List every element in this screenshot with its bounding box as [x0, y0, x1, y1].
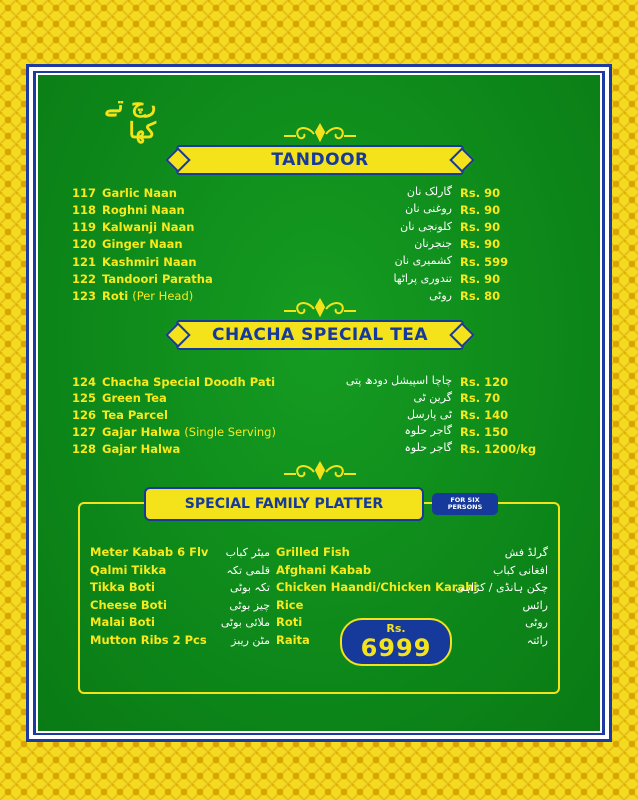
item-price: Rs. 1200/kg: [460, 441, 537, 456]
item-number: 118: [71, 202, 96, 217]
platter-item-name: Roti: [276, 615, 303, 630]
item-name-text: Green Tea: [102, 391, 167, 406]
item-urdu-name: گارلک نان: [406, 185, 452, 198]
item-urdu-name: گاجر حلوہ: [404, 441, 452, 455]
price-amount: 6999: [360, 634, 432, 662]
section-title-tandoor: TANDOOR: [176, 145, 464, 175]
platter-item-name: Chicken Haandi/Chicken Karahi: [276, 580, 478, 595]
item-name-text: Chacha Special Doodh Pati: [102, 374, 276, 389]
platter-item-urdu: رائتہ: [526, 634, 548, 647]
platter-item-urdu: گرلڈ فش: [504, 546, 548, 559]
item-name-text: Garlic Naan: [102, 185, 177, 200]
platter-item-name: Tikka Boti: [90, 580, 155, 595]
platter-item-name: Mutton Ribs 2 Pcs: [90, 633, 207, 647]
platter-item-name: Raita: [276, 633, 310, 647]
platter-item-urdu: روٹی: [525, 616, 548, 630]
item-name-text: Gajar Halwa: [102, 441, 181, 456]
item-name-text: Tandoori Paratha: [102, 272, 213, 286]
section-title-platter: SPECIAL FAMILY PLATTER: [144, 487, 424, 521]
platter-item-urdu: چیز بوٹی: [229, 598, 270, 612]
item-price: Rs. 599: [460, 254, 509, 269]
item-number: 120: [71, 237, 96, 252]
item-name-text: Kashmiri Naan: [102, 254, 197, 269]
platter-item-name: Rice: [276, 597, 304, 612]
platter-item-urdu: تکہ بوٹی: [229, 581, 270, 595]
item-urdu-name: جنجرنان: [414, 236, 452, 250]
platter-item-name: Qalmi Tikka: [90, 562, 167, 577]
badge-line-2: PERSONS: [447, 503, 483, 511]
item-number: 128: [71, 441, 96, 456]
item-price: Rs. 90: [460, 272, 501, 286]
item-name-text: Tea Parcel: [102, 408, 168, 423]
item-price: Rs. 80: [460, 289, 501, 304]
item-name-text: Gajar Halwa: [102, 424, 185, 439]
item-urdu-name: گرین ٹی: [413, 390, 452, 404]
item-urdu-name: ٹی پارسل: [407, 407, 452, 421]
platter-item-urdu: میٹر کباب: [225, 546, 270, 559]
item-price: Rs. 90: [460, 202, 501, 217]
item-urdu-name: روغنی نان: [405, 202, 452, 216]
platter-item-name: Cheese Boti: [90, 597, 167, 612]
item-price: Rs. 140: [460, 408, 509, 423]
item-name-text: Kalwanji Naan: [102, 220, 195, 235]
platter-item-name: Malai Boti: [90, 615, 155, 630]
item-price: Rs. 120: [460, 374, 509, 389]
platter-item-urdu: رائس: [522, 598, 548, 612]
price-prefix: Rs.: [386, 622, 406, 635]
badge-line-1: FOR SIX: [450, 495, 480, 504]
item-number: 126: [71, 408, 96, 423]
platter-item-name: Grilled Fish: [276, 545, 350, 559]
item-number: 125: [71, 391, 96, 406]
section-title-tea: CHACHA SPECIAL TEA: [176, 320, 464, 350]
platter-item-name: Afghani Kabab: [276, 562, 372, 577]
item-price: Rs. 150: [460, 424, 509, 439]
item-number: 123: [71, 289, 96, 304]
item-number: 127: [71, 424, 96, 439]
item-urdu-name: کلونجی نان: [400, 219, 452, 233]
platter-item-urdu: مٹن ریبز: [231, 634, 270, 647]
ornament-icon: [280, 460, 360, 482]
platter-item-urdu: چکن ہانڈی / کڑاہی: [455, 581, 548, 595]
item-urdu-name: گاجر حلوہ: [404, 424, 452, 438]
item-number: 122: [71, 272, 96, 286]
restaurant-logo: رچ تے کھا: [104, 92, 156, 144]
item-urdu-name: تندوری پراٹھا: [393, 271, 452, 285]
platter-item-urdu: افغانی کباب: [493, 563, 548, 577]
ornament-icon: [280, 122, 360, 144]
item-name-text: Roti: [102, 289, 133, 304]
item-name-text: Ginger Naan: [102, 237, 183, 252]
platter-price-badge: [330, 614, 462, 670]
item-price: Rs. 70: [460, 391, 501, 406]
item-number: 117: [71, 185, 96, 200]
item-note: (Single Serving): [184, 424, 276, 439]
item-note: (Per Head): [132, 289, 194, 304]
item-price: Rs. 90: [460, 185, 501, 200]
item-urdu-name: چاچا اسپیشل دودھ پتی: [345, 374, 452, 387]
serves-badge: [432, 493, 498, 515]
item-number: 124: [71, 374, 96, 389]
platter-item-urdu: ملائی بوٹی: [220, 616, 270, 630]
item-urdu-name: روٹی: [429, 288, 452, 302]
item-number: 121: [71, 254, 96, 269]
platter-item-urdu: قلمی تکہ: [226, 563, 270, 577]
item-number: 119: [71, 220, 96, 235]
item-name-text: Roghni Naan: [102, 202, 185, 217]
item-price: Rs. 90: [460, 237, 501, 252]
item-price: Rs. 90: [460, 220, 501, 235]
item-urdu-name: کشمیری نان: [394, 254, 452, 268]
platter-item-name: Meter Kabab 6 Flv: [90, 545, 209, 559]
